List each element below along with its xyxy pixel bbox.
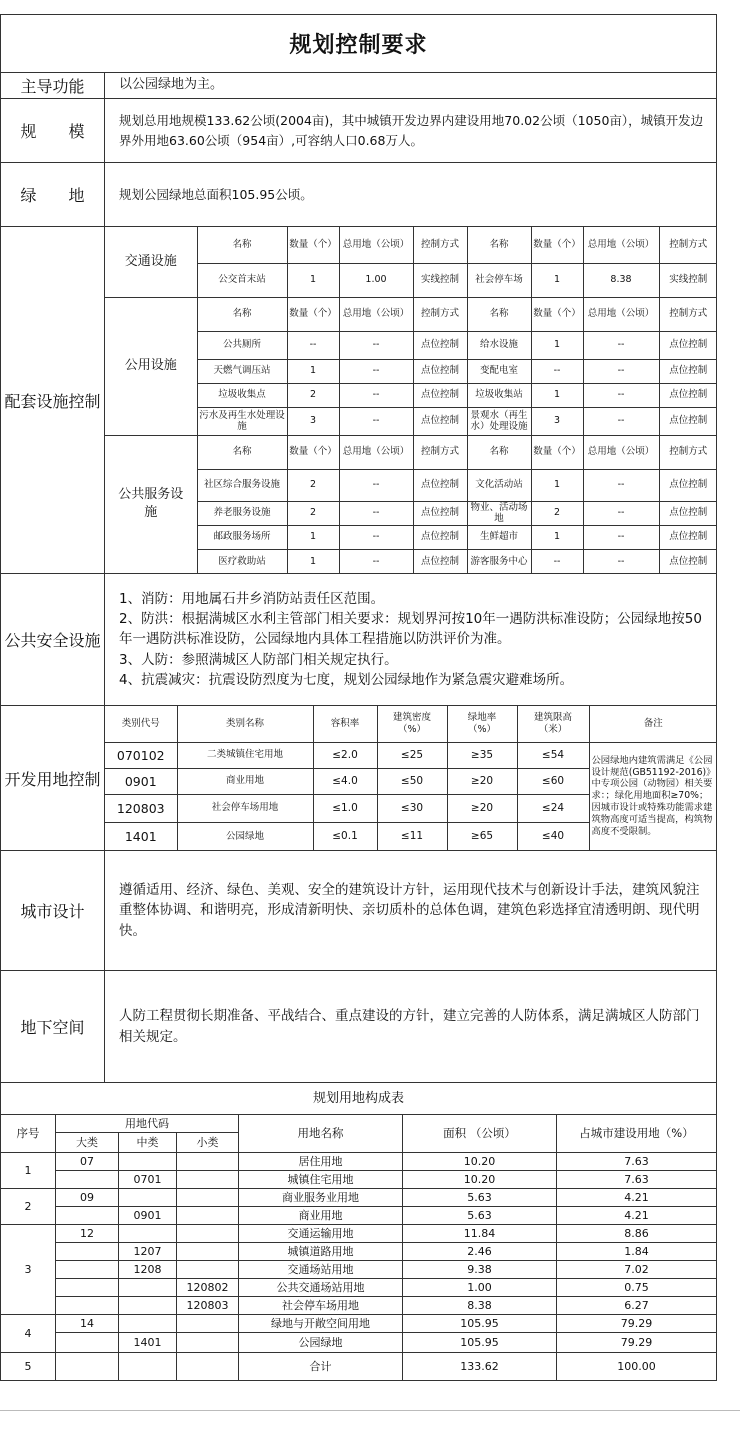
facility-cell: 公交首末站: [197, 263, 287, 297]
facility-cell: --: [339, 501, 413, 525]
development-row: [1, 706, 717, 851]
land-table-row: [1, 1225, 717, 1243]
land-area-cell: 105.95: [403, 1315, 557, 1333]
facility-cell: 1: [531, 263, 583, 297]
land-land-name-cell: 公共交通场站用地: [239, 1279, 403, 1297]
empty-cell: [177, 1243, 239, 1261]
land-area-cell: 9.38: [403, 1261, 557, 1279]
facilities-table: [105, 227, 717, 573]
facility-cell: 1: [531, 331, 583, 359]
facility-cell: 点位控制: [413, 469, 467, 501]
serial-number: 2: [1, 1189, 56, 1225]
land-area-cell: 5.63: [403, 1207, 557, 1225]
land-land-name-cell: 合计: [239, 1353, 403, 1381]
land-major-class-cell: 07: [56, 1153, 119, 1171]
land-land-name-cell: 商业用地: [239, 1207, 403, 1225]
empty-cell: [177, 1225, 239, 1243]
facility-cell: 1: [287, 549, 339, 573]
facility-cell: 社区综合服务设施: [197, 469, 287, 501]
facility-cell: 点位控制: [659, 331, 717, 359]
col-header-area: 面积 （公顷）: [403, 1115, 557, 1153]
facility-cell: 点位控制: [659, 525, 717, 549]
facility-cell: --: [583, 469, 659, 501]
land-land-name-cell: 交通场站用地: [239, 1261, 403, 1279]
facility-cell: 1: [287, 359, 339, 383]
main-function-text: 以公园绿地为主。: [105, 73, 717, 99]
development-value: ≤30: [377, 794, 447, 822]
development-value: ≤25: [377, 742, 447, 768]
facility-row: [105, 469, 717, 501]
development-header-cell: 绿地率 （%）: [447, 706, 517, 742]
facility-cell: 1: [531, 469, 583, 501]
facility-row: [105, 407, 717, 435]
empty-cell: [56, 1279, 119, 1297]
facility-cell: 2: [287, 501, 339, 525]
facility-cell: 天燃气调压站: [197, 359, 287, 383]
development-header-row: [105, 706, 717, 742]
land-land-name-cell: 公园绿地: [239, 1333, 403, 1353]
development-value: ≤2.0: [313, 742, 377, 768]
serial-number: 1: [1, 1153, 56, 1189]
empty-cell: [177, 1315, 239, 1333]
land-percent-cell: 79.29: [557, 1333, 717, 1353]
col-header-serial: 序号: [1, 1115, 56, 1153]
facility-header-cell: 控制方式: [659, 297, 717, 331]
land-area-cell: 10.20: [403, 1171, 557, 1189]
facility-cell: 点位控制: [659, 383, 717, 407]
facility-cell: 生鲜超市: [467, 525, 531, 549]
facility-cell: --: [339, 359, 413, 383]
facility-cell: 2: [531, 501, 583, 525]
facility-row: [105, 383, 717, 407]
facility-cell: 8.38: [583, 263, 659, 297]
land-percent-cell: 4.21: [557, 1207, 717, 1225]
land-percent-cell: 6.27: [557, 1297, 717, 1315]
remark-cell: 公园绿地内建筑需满足《公园设计规范(GB51192-2016)》中专项公园（动物园）相关要求：；绿化用地面积≥70%；因城市设计或特殊功能需求建筑物高度可适当提高，构筑物高度不受限制。: [589, 742, 717, 850]
land-header-row: [1, 1115, 717, 1133]
land-land-name-cell: 社会停车场用地: [239, 1297, 403, 1315]
land-area-cell: 11.84: [403, 1225, 557, 1243]
facility-cell: 给水设施: [467, 331, 531, 359]
development-header-cell: 备注: [589, 706, 717, 742]
facility-cell: 点位控制: [659, 407, 717, 435]
empty-cell: [56, 1333, 119, 1353]
empty-cell: [177, 1333, 239, 1353]
facility-header-cell: 总用地（公顷）: [339, 227, 413, 263]
facility-cell: 1: [531, 525, 583, 549]
facility-header-cell: 控制方式: [413, 227, 467, 263]
facility-cell: 医疗救助站: [197, 549, 287, 573]
facility-header-row: [105, 227, 717, 263]
facility-cell: 点位控制: [659, 359, 717, 383]
green-label: 绿 地: [1, 163, 105, 227]
facility-cell: 变配电室: [467, 359, 531, 383]
facility-group-label: 公用设施: [105, 297, 197, 435]
facility-cell: 点位控制: [413, 501, 467, 525]
land-area-cell: 8.38: [403, 1297, 557, 1315]
facility-row: [105, 359, 717, 383]
facility-cell: --: [583, 525, 659, 549]
facility-cell: --: [583, 549, 659, 573]
public-safety-text: [105, 574, 717, 706]
development-header-cell: 容积率: [313, 706, 377, 742]
facility-header-cell: 数量（个）: [531, 297, 583, 331]
land-area-cell: 10.20: [403, 1153, 557, 1171]
facility-row: [105, 525, 717, 549]
empty-cell: [119, 1153, 177, 1171]
development-row: [105, 742, 717, 768]
facility-cell: 2: [287, 383, 339, 407]
development-value: ≤1.0: [313, 794, 377, 822]
serial-number: 4: [1, 1315, 56, 1353]
land-table-row: [1, 1333, 717, 1353]
scale-row: [1, 99, 717, 163]
facility-header-cell: 数量（个）: [531, 227, 583, 263]
empty-cell: [56, 1353, 119, 1381]
land-percent-cell: 0.75: [557, 1279, 717, 1297]
land-type-name: 商业用地: [177, 768, 313, 794]
facility-cell: 污水及再生水处理设施: [197, 407, 287, 435]
land-mid-class-cell: 0901: [119, 1207, 177, 1225]
facility-cell: 1: [287, 263, 339, 297]
safety-item-earthquake: 4、抗震减灾：抗震设防烈度为七度，规划公园绿地作为紧急震灾避难场所。: [119, 671, 574, 688]
facility-header-row: [105, 435, 717, 469]
facility-cell: 点位控制: [413, 383, 467, 407]
land-mid-class-cell: 0701: [119, 1171, 177, 1189]
facility-header-cell: 总用地（公顷）: [339, 297, 413, 331]
facility-header-cell: 名称: [197, 435, 287, 469]
green-row: [1, 163, 717, 227]
development-cell: [105, 706, 717, 851]
facility-cell: 邮政服务场所: [197, 525, 287, 549]
empty-cell: [177, 1207, 239, 1225]
empty-cell: [119, 1279, 177, 1297]
land-minor-class-cell: 120802: [177, 1279, 239, 1297]
empty-cell: [177, 1261, 239, 1279]
facility-cell: 点位控制: [659, 501, 717, 525]
development-header-cell: 建筑密度 （%）: [377, 706, 447, 742]
safety-item-fire: 1、消防：用地属石井乡消防站责任区范围。: [119, 590, 385, 607]
land-table-row: [1, 1315, 717, 1333]
land-type-name: 公园绿地: [177, 822, 313, 850]
land-table-row: [1, 1297, 717, 1315]
facility-header-cell: 总用地（公顷）: [583, 227, 659, 263]
facility-header-cell: 名称: [467, 227, 531, 263]
land-percent-cell: 4.21: [557, 1189, 717, 1207]
facility-cell: 养老服务设施: [197, 501, 287, 525]
facility-header-cell: 数量（个）: [531, 435, 583, 469]
empty-cell: [56, 1171, 119, 1189]
development-header-cell: 类别代号: [105, 706, 177, 742]
safety-item-flood: 2、防洪：根据满城区水利主管部门相关要求：规划界河按10年一遇防洪标准设防；公园绿地按50年一遇防洪标准设防，公园绿地内具体工程措施以防洪评价为准。: [119, 611, 702, 648]
development-label: 开发用地控制: [1, 706, 105, 851]
facility-cell: --: [531, 359, 583, 383]
empty-cell: [119, 1189, 177, 1207]
empty-cell: [119, 1225, 177, 1243]
serial-number: 3: [1, 1225, 56, 1315]
facility-cell: 点位控制: [413, 359, 467, 383]
land-land-name-cell: 商业服务业用地: [239, 1189, 403, 1207]
facility-cell: 3: [287, 407, 339, 435]
land-composition-table: [0, 1082, 717, 1381]
land-table-row: [1, 1261, 717, 1279]
scale-text: 规划总用地规模133.62公顷(2004亩)，其中城镇开发边界内建设用地70.02公顷（1050亩），城镇开发边界外用地63.60公顷（954亩）,可容纳人口0.68万人。: [105, 99, 717, 163]
facility-header-cell: 数量（个）: [287, 227, 339, 263]
land-mid-class-cell: 1401: [119, 1333, 177, 1353]
empty-cell: [177, 1153, 239, 1171]
land-type-name: 二类城镇住宅用地: [177, 742, 313, 768]
land-major-class-cell: 14: [56, 1315, 119, 1333]
land-land-name-cell: 绿地与开敞空间用地: [239, 1315, 403, 1333]
document-body: [0, 14, 716, 1381]
land-type-code: 120803: [105, 794, 177, 822]
development-value: ≤54: [517, 742, 589, 768]
empty-cell: [119, 1353, 177, 1381]
empty-cell: [177, 1189, 239, 1207]
development-header-cell: 建筑限高 （米）: [517, 706, 589, 742]
land-percent-cell: 7.02: [557, 1261, 717, 1279]
facility-header-cell: 控制方式: [413, 435, 467, 469]
facility-header-cell: 控制方式: [659, 227, 717, 263]
bottom-rule: [0, 1410, 740, 1411]
empty-cell: [119, 1315, 177, 1333]
main-function-label: 主导功能: [1, 73, 105, 99]
public-safety-row: [1, 574, 717, 706]
facility-header-cell: 数量（个）: [287, 297, 339, 331]
main-function-row: [1, 73, 717, 99]
land-land-name-cell: 居住用地: [239, 1153, 403, 1171]
development-value: ≥20: [447, 794, 517, 822]
empty-cell: [177, 1353, 239, 1381]
serial-number: 5: [1, 1353, 56, 1381]
land-percent-cell: 1.84: [557, 1243, 717, 1261]
development-value: ≥65: [447, 822, 517, 850]
land-table-title: 规划用地构成表: [1, 1083, 717, 1115]
land-table-row: [1, 1207, 717, 1225]
facility-header-cell: 名称: [197, 227, 287, 263]
facility-cell: --: [583, 407, 659, 435]
land-percent-cell: 7.63: [557, 1153, 717, 1171]
facility-cell: 点位控制: [413, 549, 467, 573]
safety-item-civil-defense: 3、人防：参照满城区人防部门相关规定执行。: [119, 651, 398, 668]
facility-cell: --: [583, 359, 659, 383]
facility-row: [105, 549, 717, 573]
land-type-code: 070102: [105, 742, 177, 768]
page-title: 规划控制要求: [1, 15, 717, 73]
col-header-land-code: 用地代码: [56, 1115, 239, 1133]
facility-cell: --: [339, 525, 413, 549]
col-header-minor: 小类: [177, 1133, 239, 1153]
land-type-name: 社会停车场用地: [177, 794, 313, 822]
facility-cell: 点位控制: [659, 549, 717, 573]
underground-text: 人防工程贯彻长期准备、平战结合、重点建设的方针，建立完善的人防体系，满足满城区人防部门相关规定。: [105, 971, 717, 1083]
facility-cell: --: [583, 331, 659, 359]
land-major-class-cell: 09: [56, 1189, 119, 1207]
facility-header-cell: 名称: [197, 297, 287, 331]
facility-cell: --: [287, 331, 339, 359]
land-minor-class-cell: 120803: [177, 1297, 239, 1315]
facility-cell: 社会停车场: [467, 263, 531, 297]
facility-header-cell: 名称: [467, 297, 531, 331]
land-mid-class-cell: 1207: [119, 1243, 177, 1261]
facility-cell: 1.00: [339, 263, 413, 297]
facilities-cell: [105, 227, 717, 574]
underground-label: 地下空间: [1, 971, 105, 1083]
facility-header-cell: 名称: [467, 435, 531, 469]
urban-design-row: [1, 851, 717, 971]
development-value: ≤11: [377, 822, 447, 850]
land-title-row: [1, 1083, 717, 1115]
underground-row: [1, 971, 717, 1083]
urban-design-text: 遵循适用、经济、绿色、美观、安全的建筑设计方针，运用现代技术与创新设计手法，建筑风貌注重整体协调、和谐明亮，形成清新明快、亲切质朴的总体色调，建筑色彩选择宜清透明朗、现代明快。: [105, 851, 717, 971]
facility-cell: 实线控制: [413, 263, 467, 297]
facility-cell: 1: [287, 525, 339, 549]
development-value: ≤60: [517, 768, 589, 794]
land-percent-cell: 79.29: [557, 1315, 717, 1333]
facility-cell: --: [339, 383, 413, 407]
facility-cell: 文化活动站: [467, 469, 531, 501]
development-value: ≤50: [377, 768, 447, 794]
facility-group-label: 公共服务设施: [105, 435, 197, 573]
land-table-row: [1, 1153, 717, 1171]
land-major-class-cell: 12: [56, 1225, 119, 1243]
scale-label: 规 模: [1, 99, 105, 163]
land-area-cell: 133.62: [403, 1353, 557, 1381]
land-mid-class-cell: 1208: [119, 1261, 177, 1279]
development-value: ≤24: [517, 794, 589, 822]
land-table-row: [1, 1353, 717, 1381]
facility-group-label: 交通设施: [105, 227, 197, 297]
planning-control-table: [0, 14, 717, 1083]
facility-header-cell: 数量（个）: [287, 435, 339, 469]
empty-cell: [119, 1297, 177, 1315]
facility-cell: 物业、活动场地: [467, 501, 531, 525]
facility-cell: 1: [531, 383, 583, 407]
facility-row: [105, 501, 717, 525]
land-land-name-cell: 交通运输用地: [239, 1225, 403, 1243]
col-header-major: 大类: [56, 1133, 119, 1153]
facility-header-cell: 总用地（公顷）: [583, 435, 659, 469]
col-header-land-name: 用地名称: [239, 1115, 403, 1153]
facility-cell: --: [583, 501, 659, 525]
empty-cell: [56, 1243, 119, 1261]
empty-cell: [56, 1297, 119, 1315]
facility-cell: 2: [287, 469, 339, 501]
public-safety-label: 公共安全设施: [1, 574, 105, 706]
land-area-cell: 105.95: [403, 1333, 557, 1353]
development-value: ≤40: [517, 822, 589, 850]
facility-header-cell: 控制方式: [659, 435, 717, 469]
facility-cell: 游客服务中心: [467, 549, 531, 573]
facility-header-row: [105, 297, 717, 331]
land-table-row: [1, 1279, 717, 1297]
development-value: ≤0.1: [313, 822, 377, 850]
land-table-row: [1, 1243, 717, 1261]
development-value: ≤4.0: [313, 768, 377, 794]
land-type-code: 1401: [105, 822, 177, 850]
facility-cell: --: [339, 407, 413, 435]
facility-cell: 点位控制: [659, 469, 717, 501]
development-table: [105, 706, 717, 850]
land-type-code: 0901: [105, 768, 177, 794]
col-header-mid: 中类: [119, 1133, 177, 1153]
land-area-cell: 2.46: [403, 1243, 557, 1261]
urban-design-label: 城市设计: [1, 851, 105, 971]
development-value: ≥35: [447, 742, 517, 768]
col-header-percent: 占城市建设用地（%）: [557, 1115, 717, 1153]
development-header-cell: 类别名称: [177, 706, 313, 742]
facility-cell: 公共厕所: [197, 331, 287, 359]
facility-cell: 景观水（再生水）处理设施: [467, 407, 531, 435]
facility-cell: 垃圾收集点: [197, 383, 287, 407]
development-value: ≥20: [447, 768, 517, 794]
facility-row: [105, 263, 717, 297]
facilities-row: [1, 227, 717, 574]
facility-row: [105, 331, 717, 359]
empty-cell: [177, 1171, 239, 1189]
land-percent-cell: 7.63: [557, 1171, 717, 1189]
facility-cell: 点位控制: [413, 331, 467, 359]
land-land-name-cell: 城镇住宅用地: [239, 1171, 403, 1189]
land-percent-cell: 100.00: [557, 1353, 717, 1381]
land-table-row: [1, 1171, 717, 1189]
facility-cell: 3: [531, 407, 583, 435]
land-area-cell: 1.00: [403, 1279, 557, 1297]
facility-cell: --: [583, 383, 659, 407]
facility-header-cell: 总用地（公顷）: [583, 297, 659, 331]
facility-cell: --: [339, 549, 413, 573]
land-land-name-cell: 城镇道路用地: [239, 1243, 403, 1261]
empty-cell: [56, 1207, 119, 1225]
land-percent-cell: 8.86: [557, 1225, 717, 1243]
facility-header-cell: 控制方式: [413, 297, 467, 331]
facility-header-cell: 总用地（公顷）: [339, 435, 413, 469]
facility-cell: 点位控制: [413, 525, 467, 549]
empty-cell: [56, 1261, 119, 1279]
land-table-row: [1, 1189, 717, 1207]
facility-cell: --: [531, 549, 583, 573]
facilities-label: 配套设施控制: [1, 227, 105, 574]
title-row: [1, 15, 717, 73]
facility-cell: 实线控制: [659, 263, 717, 297]
facility-cell: --: [339, 469, 413, 501]
facility-cell: 垃圾收集站: [467, 383, 531, 407]
land-area-cell: 5.63: [403, 1189, 557, 1207]
facility-cell: 点位控制: [413, 407, 467, 435]
facility-cell: --: [339, 331, 413, 359]
green-text: 规划公园绿地总面积105.95公顷。: [105, 163, 717, 227]
